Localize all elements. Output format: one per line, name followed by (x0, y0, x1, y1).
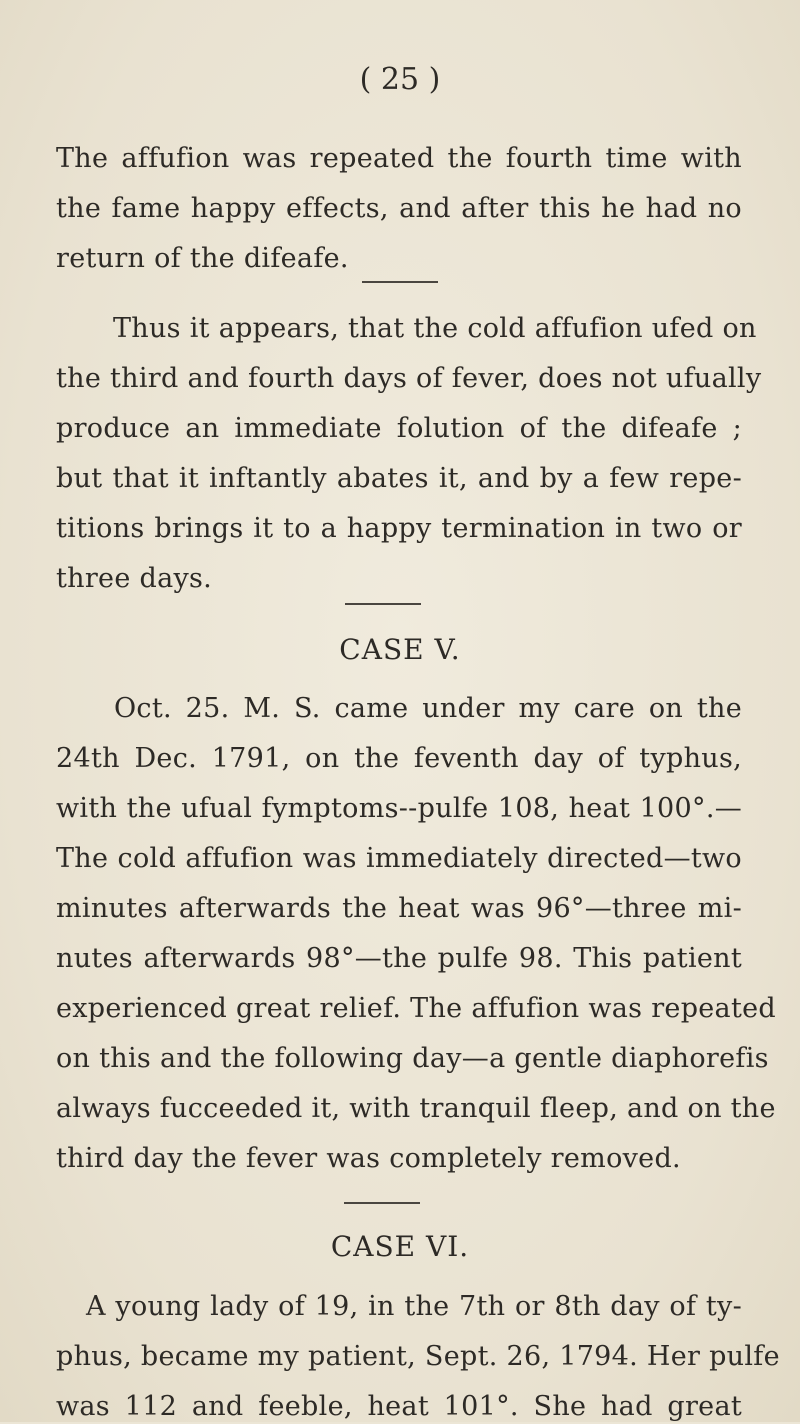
text-line: the fame happy effects, and after this he had no (56, 193, 742, 224)
text-line: third day the fever was completely removed. (56, 1143, 681, 1174)
text-line: with the ufual fymptoms--pulfe 108, heat 100°.— (56, 793, 742, 824)
text-line: the third and fourth days of fever, does not ufually (56, 363, 762, 394)
section-divider (345, 603, 421, 605)
page-number: ( 25 ) (359, 62, 441, 97)
section-divider (362, 281, 438, 283)
text-line: The cold affufion was immediately directed—two (56, 843, 742, 874)
text-line: titions brings it to a happy termination in two or (56, 513, 742, 544)
text-line: experienced great relief. The affufion was repeated (56, 993, 776, 1024)
text-line: Oct. 25. M. S. came under my care on the (114, 693, 742, 724)
text-line: Thus it appears, that the cold affufion ufed on (113, 313, 757, 344)
text-line: 24th Dec. 1791, on the feventh day of typhus, (56, 743, 742, 774)
text-line: minutes afterwards the heat was 96°—three mi- (56, 893, 742, 924)
text-line: but that it inftantly abates it, and by a few repe- (56, 463, 742, 494)
text-line: always fucceeded it, with tranquil fleep, and on the (56, 1093, 776, 1124)
text-line: produce an immediate folution of the difeafe ; (56, 413, 742, 444)
text-line: phus, became my patient, Sept. 26, 1794. Her pulfe (56, 1341, 780, 1372)
text-line: nutes afterwards 98°—the pulfe 98. This patient (56, 943, 742, 974)
text-line: The affufion was repeated the fourth time with (56, 143, 742, 174)
section-divider (344, 1202, 420, 1204)
text-line: three days. (56, 563, 213, 594)
text-line: on this and the following day—a gentle diaphorefis (56, 1043, 769, 1074)
case-heading: CASE V. (339, 633, 461, 666)
text-line: was 112 and feeble, heat 101°. She had great (56, 1391, 742, 1422)
case-heading: CASE VI. (330, 1230, 470, 1263)
text-line: A young lady of 19, in the 7th or 8th day of ty- (86, 1291, 742, 1322)
text-line: return of the difeafe. (56, 243, 349, 274)
